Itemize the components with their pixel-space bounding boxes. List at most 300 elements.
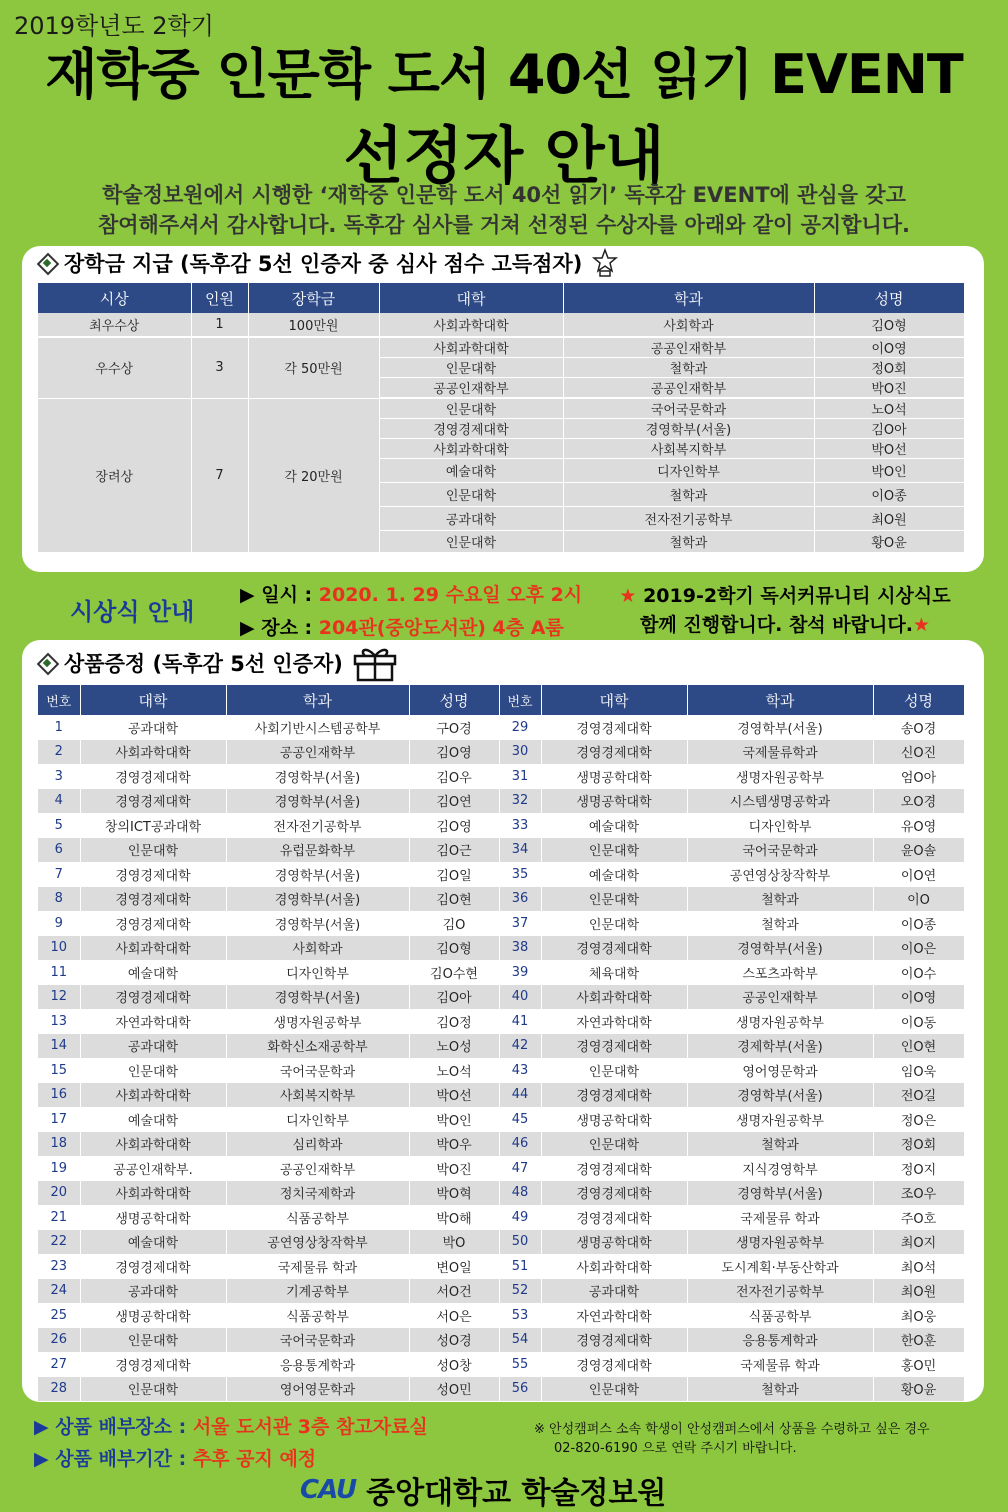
dept-cell: 식품공학부	[226, 1303, 409, 1328]
distribution-period-key: 상품 배부기간 :	[55, 1448, 193, 1470]
number-cell: 52	[499, 1279, 541, 1304]
number-cell: 27	[38, 1352, 80, 1377]
name-cell: 정O회	[873, 1132, 964, 1157]
dept-cell: 공공인재학부	[226, 740, 409, 765]
dept-cell: 경영학부(서울)	[226, 789, 409, 814]
table-row	[38, 1352, 964, 1377]
dept-cell: 전자전기공학부	[687, 1279, 873, 1304]
name-cell: 이O영	[873, 985, 964, 1010]
scholarship-title-text: 장학금 지급 (독후감 5선 인증자 중 심사 점수 고득점자)	[64, 252, 583, 276]
dept-cell: 식품공학부	[687, 1303, 873, 1328]
dept-cell: 공연영상창작학부	[687, 862, 873, 887]
name-cell: 박O해	[409, 1205, 499, 1230]
number-cell: 32	[499, 789, 541, 814]
dept-cell: 국제물류 학과	[226, 1254, 409, 1279]
college-cell: 경영경제대학	[80, 1352, 226, 1377]
college-cell: 자연과학대학	[80, 1009, 226, 1034]
ceremony-note	[615, 582, 955, 640]
amount-cell: 각 20만원	[248, 398, 379, 553]
dept-cell: 사회학과	[226, 936, 409, 961]
dept-cell: 국어국문학과	[226, 1058, 409, 1083]
number-cell: 15	[38, 1058, 80, 1083]
college-cell: 인문대학	[80, 838, 226, 863]
star-icon: ★	[912, 614, 930, 636]
distribution-place-key: 상품 배부장소 :	[55, 1416, 193, 1438]
table-row	[38, 1328, 964, 1353]
header-college: 대학	[80, 685, 226, 715]
number-cell: 45	[499, 1107, 541, 1132]
number-cell: 36	[499, 887, 541, 912]
dept-cell: 국어국문학과	[226, 1328, 409, 1353]
college-cell: 인문대학	[541, 1132, 687, 1157]
college-cell: 경영경제대학	[80, 911, 226, 936]
college-cell: 생명공학대학	[80, 1205, 226, 1230]
dept-cell: 경영학부(서울)	[226, 887, 409, 912]
table-row	[38, 1058, 964, 1083]
college-cell: 자연과학대학	[541, 1303, 687, 1328]
number-cell: 53	[499, 1303, 541, 1328]
dept-cell: 경영학부(서울)	[687, 1181, 873, 1206]
header-college: 대학	[379, 283, 563, 313]
table-row	[38, 936, 964, 961]
table-row	[38, 764, 964, 789]
header-name: 성명	[409, 685, 499, 715]
number-cell: 39	[499, 960, 541, 985]
dept-cell: 사회복지학부	[226, 1083, 409, 1108]
number-cell: 21	[38, 1205, 80, 1230]
number-cell: 34	[499, 838, 541, 863]
number-cell: 16	[38, 1083, 80, 1108]
table-row	[38, 1303, 964, 1328]
name-cell: 최O웅	[873, 1303, 964, 1328]
number-cell: 6	[38, 838, 80, 863]
name-cell: 유O영	[873, 813, 964, 838]
number-cell: 47	[499, 1156, 541, 1181]
name-cell: 김O현	[409, 887, 499, 912]
page-title: 재학중 인문학 도서 40선 읽기 EVENT	[45, 43, 963, 106]
college-cell: 경영경제대학	[80, 764, 226, 789]
dept-cell: 생명자원공학부	[687, 1230, 873, 1255]
dept-cell: 디자인학부	[226, 1107, 409, 1132]
name-cell: 김O영	[409, 813, 499, 838]
name-cell: 박O인	[814, 459, 964, 483]
name-cell: 정O은	[873, 1107, 964, 1132]
number-cell: 38	[499, 936, 541, 961]
number-cell: 25	[38, 1303, 80, 1328]
name-cell: 이O은	[873, 936, 964, 961]
college-cell: 예술대학	[80, 960, 226, 985]
dept-cell: 디자인학부	[687, 813, 873, 838]
college-cell: 인문대학	[379, 358, 563, 378]
college-cell: 인문대학	[379, 398, 563, 419]
name-cell: 이O종	[814, 483, 964, 507]
number-cell: 23	[38, 1254, 80, 1279]
trophy-icon	[590, 248, 620, 278]
intro-line-2: 참여해주셔서 감사합니다. 독후감 심사를 거쳐 선정된 수상자를 아래와 같이 공지합니다.	[97, 213, 911, 237]
college-cell: 예술대학	[379, 459, 563, 483]
footer-org-name: 중앙대학교 학술정보원	[366, 1476, 667, 1511]
college-cell: 인문대학	[541, 1377, 687, 1402]
table-row	[38, 1377, 964, 1402]
dept-cell: 철학과	[687, 1132, 873, 1157]
table-row	[38, 985, 964, 1010]
dept-cell: 생명자원공학부	[687, 764, 873, 789]
count-cell: 7	[191, 398, 248, 553]
college-cell: 체육대학	[541, 960, 687, 985]
number-cell: 13	[38, 1009, 80, 1034]
number-cell: 51	[499, 1254, 541, 1279]
name-cell: 윤O솔	[873, 838, 964, 863]
table-row	[38, 862, 964, 887]
name-cell: 서O건	[409, 1279, 499, 1304]
college-cell: 사회과학대학	[541, 985, 687, 1010]
intro-text	[0, 180, 1008, 240]
college-cell: 경영경제대학	[541, 715, 687, 740]
dept-cell: 국제물류 학과	[687, 1352, 873, 1377]
number-cell: 55	[499, 1352, 541, 1377]
name-cell: 정O회	[814, 358, 964, 378]
distribution-period-value: 추후 공지 예정	[192, 1448, 317, 1470]
footnote-line-1: ※ 안성캠퍼스 소속 학생이 안성캠퍼스에서 상품을 수령하고 싶은 경우	[534, 1422, 930, 1437]
dept-cell: 공연영상창작학부	[226, 1230, 409, 1255]
number-cell: 26	[38, 1328, 80, 1353]
dept-cell: 공공인재학부	[687, 985, 873, 1010]
college-cell: 경영경제대학	[541, 936, 687, 961]
ceremony-place	[240, 613, 564, 640]
name-cell: 김O아	[814, 419, 964, 439]
name-cell: 김O일	[409, 862, 499, 887]
number-cell: 20	[38, 1181, 80, 1206]
distribution-place	[34, 1412, 428, 1439]
prize-table	[38, 685, 965, 1401]
scholarship-header-row	[38, 283, 964, 313]
star-icon: ★	[619, 585, 637, 607]
dept-cell: 철학과	[563, 358, 814, 378]
dept-cell: 화학신소재공학부	[226, 1034, 409, 1059]
dept-cell: 식품공학부	[226, 1205, 409, 1230]
name-cell: 이O영	[814, 337, 964, 358]
dept-cell: 철학과	[687, 887, 873, 912]
number-cell: 7	[38, 862, 80, 887]
dept-cell: 응용통계학과	[226, 1352, 409, 1377]
scholarship-table	[38, 283, 965, 553]
dept-cell: 영어영문학과	[226, 1377, 409, 1402]
name-cell: 이O	[873, 887, 964, 912]
dept-cell: 디자인학부	[563, 459, 814, 483]
name-cell: 임O욱	[873, 1058, 964, 1083]
header-number: 번호	[499, 685, 541, 715]
number-cell: 35	[499, 862, 541, 887]
table-row	[38, 960, 964, 985]
header-amount: 장학금	[248, 283, 379, 313]
award-cell: 우수상	[38, 337, 191, 398]
name-cell: 박O선	[409, 1083, 499, 1108]
dept-cell: 철학과	[687, 1377, 873, 1402]
dept-cell: 응용통계학과	[687, 1328, 873, 1353]
prize-title-text: 상품증정 (독후감 5선 인증자)	[64, 652, 343, 676]
count-cell: 1	[191, 313, 248, 337]
college-cell: 인문대학	[541, 911, 687, 936]
table-row	[38, 1205, 964, 1230]
college-cell: 경영경제대학	[541, 1083, 687, 1108]
name-cell: 박O인	[409, 1107, 499, 1132]
college-cell: 생명공학대학	[541, 789, 687, 814]
number-cell: 4	[38, 789, 80, 814]
number-cell: 24	[38, 1279, 80, 1304]
college-cell: 사회과학대학	[80, 740, 226, 765]
semester-label: 2019학년도 2학기	[14, 12, 214, 40]
college-cell: 사회과학대학	[80, 936, 226, 961]
header-college: 대학	[541, 685, 687, 715]
dept-cell: 생명자원공학부	[687, 1009, 873, 1034]
distribution-place-value: 서울 도서관 3층 참고자료실	[192, 1416, 428, 1438]
ceremony-note-line-2: 함께 진행합니다. 참석 바랍니다.	[640, 614, 913, 636]
ceremony-note-line-1: 2019-2학기 독서커뮤니티 시상식도	[636, 585, 951, 607]
name-cell: 인O현	[873, 1034, 964, 1059]
college-cell: 경영경제대학	[541, 1352, 687, 1377]
dept-cell: 경영학부(서울)	[226, 764, 409, 789]
dept-cell: 스포츠과학부	[687, 960, 873, 985]
college-cell: 공공인재학부.	[80, 1156, 226, 1181]
table-row	[38, 1230, 964, 1255]
name-cell: 박O우	[409, 1132, 499, 1157]
dept-cell: 경영학부(서울)	[563, 419, 814, 439]
number-cell: 18	[38, 1132, 80, 1157]
number-cell: 2	[38, 740, 80, 765]
name-cell: 김O수현	[409, 960, 499, 985]
name-cell: 박O혁	[409, 1181, 499, 1206]
college-cell: 경영경제대학	[379, 419, 563, 439]
name-cell: 이O동	[873, 1009, 964, 1034]
page-subtitle: 선정자 안내	[343, 119, 665, 192]
number-cell: 37	[499, 911, 541, 936]
name-cell: 김O형	[409, 936, 499, 961]
number-cell: 3	[38, 764, 80, 789]
college-cell: 공과대학	[80, 1034, 226, 1059]
name-cell: 김O우	[409, 764, 499, 789]
number-cell: 22	[38, 1230, 80, 1255]
header-number: 번호	[38, 685, 80, 715]
college-cell: 경영경제대학	[80, 862, 226, 887]
dept-cell: 사회학과	[563, 313, 814, 337]
name-cell: 성O민	[409, 1377, 499, 1402]
ceremony-date-key: ▶ 일시 :	[240, 584, 319, 606]
dept-cell: 정치국제학과	[226, 1181, 409, 1206]
dept-cell: 시스템생명공학과	[687, 789, 873, 814]
name-cell: 김O	[409, 911, 499, 936]
name-cell: 성O경	[409, 1328, 499, 1353]
college-cell: 공과대학	[541, 1279, 687, 1304]
table-row	[38, 1254, 964, 1279]
number-cell: 49	[499, 1205, 541, 1230]
dept-cell: 경영학부(서울)	[687, 936, 873, 961]
dept-cell: 전자전기공학부	[563, 507, 814, 531]
college-cell: 예술대학	[541, 862, 687, 887]
dept-cell: 유럽문화학부	[226, 838, 409, 863]
name-cell: 노O석	[409, 1058, 499, 1083]
name-cell: 조O우	[873, 1181, 964, 1206]
prize-title	[38, 644, 399, 682]
number-cell: 48	[499, 1181, 541, 1206]
name-cell: 신O진	[873, 740, 964, 765]
award-cell: 최우수상	[38, 313, 191, 337]
table-row	[38, 1156, 964, 1181]
college-cell: 사회과학대학	[80, 1083, 226, 1108]
college-cell: 창의ICT공과대학	[80, 813, 226, 838]
dept-cell: 국어국문학과	[687, 838, 873, 863]
college-cell: 생명공학대학	[541, 1107, 687, 1132]
college-cell: 경영경제대학	[541, 1181, 687, 1206]
ceremony-label: 시상식 안내	[70, 598, 195, 626]
name-cell: 김O영	[409, 740, 499, 765]
diamond-bullet-icon	[38, 254, 56, 272]
dept-cell: 도시계획·부동산학과	[687, 1254, 873, 1279]
name-cell: 이O연	[873, 862, 964, 887]
name-cell: 박O진	[814, 378, 964, 399]
prize-header-row	[38, 685, 964, 715]
name-cell: 김O아	[409, 985, 499, 1010]
college-cell: 생명공학대학	[541, 764, 687, 789]
ceremony-place-key: ▶ 장소 :	[240, 617, 319, 639]
header-dept: 학과	[563, 283, 814, 313]
header-dept: 학과	[226, 685, 409, 715]
name-cell: 이O종	[873, 911, 964, 936]
header-name: 성명	[873, 685, 964, 715]
distribution-period	[34, 1444, 316, 1471]
table-row	[38, 1132, 964, 1157]
name-cell: 주O호	[873, 1205, 964, 1230]
header-name: 성명	[814, 283, 964, 313]
dept-cell: 영어영문학과	[687, 1058, 873, 1083]
college-cell: 경영경제대학	[541, 1205, 687, 1230]
table-row	[38, 1083, 964, 1108]
footnote	[534, 1420, 984, 1458]
table-row	[38, 789, 964, 814]
name-cell: 구O경	[409, 715, 499, 740]
number-cell: 12	[38, 985, 80, 1010]
scholarship-title	[38, 248, 620, 278]
name-cell: 김O연	[409, 789, 499, 814]
college-cell: 예술대학	[541, 813, 687, 838]
table-row	[38, 313, 964, 337]
college-cell: 경영경제대학	[80, 887, 226, 912]
table-row	[38, 1009, 964, 1034]
college-cell: 사회과학대학	[379, 337, 563, 358]
table-row	[38, 1279, 964, 1304]
number-cell: 42	[499, 1034, 541, 1059]
college-cell: 경영경제대학	[80, 1254, 226, 1279]
number-cell: 10	[38, 936, 80, 961]
number-cell: 5	[38, 813, 80, 838]
number-cell: 56	[499, 1377, 541, 1402]
dept-cell: 사회복지학부	[563, 439, 814, 459]
name-cell: 황O윤	[873, 1377, 964, 1402]
dept-cell: 철학과	[563, 531, 814, 553]
gift-icon	[351, 644, 399, 682]
number-cell: 44	[499, 1083, 541, 1108]
dept-cell: 경영학부(서울)	[687, 715, 873, 740]
name-cell: 황O윤	[814, 531, 964, 553]
college-cell: 경영경제대학	[541, 1156, 687, 1181]
name-cell: 송O경	[873, 715, 964, 740]
dept-cell: 전자전기공학부	[226, 813, 409, 838]
ceremony-date	[240, 580, 582, 607]
dept-cell: 생명자원공학부	[687, 1107, 873, 1132]
amount-cell: 각 50만원	[248, 337, 379, 398]
dept-cell: 공공인재학부	[563, 337, 814, 358]
header-award: 시상	[38, 283, 191, 313]
name-cell: 박O선	[814, 439, 964, 459]
name-cell: 엄O아	[873, 764, 964, 789]
dept-cell: 공공인재학부	[563, 378, 814, 399]
header-dept: 학과	[687, 685, 873, 715]
name-cell: 정O지	[873, 1156, 964, 1181]
college-cell: 경영경제대학	[80, 985, 226, 1010]
table-row	[38, 813, 964, 838]
dept-cell: 철학과	[687, 911, 873, 936]
dept-cell: 경영학부(서울)	[226, 911, 409, 936]
name-cell: 최O원	[814, 507, 964, 531]
college-cell: 경영경제대학	[80, 789, 226, 814]
college-cell: 경영경제대학	[541, 740, 687, 765]
number-cell: 33	[499, 813, 541, 838]
footnote-line-2: 02-820-6190 으로 연락 주시기 바랍니다.	[554, 1441, 797, 1456]
college-cell: 인문대학	[379, 483, 563, 507]
dept-cell: 경영학부(서울)	[226, 985, 409, 1010]
dept-cell: 국제물류학과	[687, 740, 873, 765]
table-row	[38, 740, 964, 765]
dept-cell: 생명자원공학부	[226, 1009, 409, 1034]
college-cell: 예술대학	[80, 1230, 226, 1255]
number-cell: 28	[38, 1377, 80, 1402]
name-cell: 전O길	[873, 1083, 964, 1108]
name-cell: 박O	[409, 1230, 499, 1255]
college-cell: 인문대학	[80, 1058, 226, 1083]
name-cell: 한O훈	[873, 1328, 964, 1353]
number-cell: 17	[38, 1107, 80, 1132]
college-cell: 인문대학	[541, 1058, 687, 1083]
dept-cell: 경영학부(서울)	[687, 1083, 873, 1108]
dept-cell: 기계공학부	[226, 1279, 409, 1304]
number-cell: 1	[38, 715, 80, 740]
dept-cell: 국어국문학과	[563, 398, 814, 419]
college-cell: 자연과학대학	[541, 1009, 687, 1034]
dept-cell: 철학과	[563, 483, 814, 507]
college-cell: 예술대학	[80, 1107, 226, 1132]
table-row	[38, 1034, 964, 1059]
number-cell: 40	[499, 985, 541, 1010]
table-row	[38, 1181, 964, 1206]
number-cell: 14	[38, 1034, 80, 1059]
college-cell: 사회과학대학	[541, 1254, 687, 1279]
name-cell: 최O석	[873, 1254, 964, 1279]
cau-logo: CAU	[300, 1475, 357, 1505]
number-cell: 9	[38, 911, 80, 936]
college-cell: 사회과학대학	[80, 1181, 226, 1206]
college-cell: 인문대학	[379, 531, 563, 553]
ceremony-date-value: 2020. 1. 29 수요일 오후 2시	[318, 584, 583, 606]
number-cell: 54	[499, 1328, 541, 1353]
dept-cell: 디자인학부	[226, 960, 409, 985]
number-cell: 41	[499, 1009, 541, 1034]
college-cell: 공과대학	[379, 507, 563, 531]
name-cell: 노O석	[814, 398, 964, 419]
name-cell: 김O근	[409, 838, 499, 863]
college-cell: 공과대학	[80, 1279, 226, 1304]
number-cell: 29	[499, 715, 541, 740]
college-cell: 공과대학	[80, 715, 226, 740]
prize-table-body	[38, 715, 964, 1401]
